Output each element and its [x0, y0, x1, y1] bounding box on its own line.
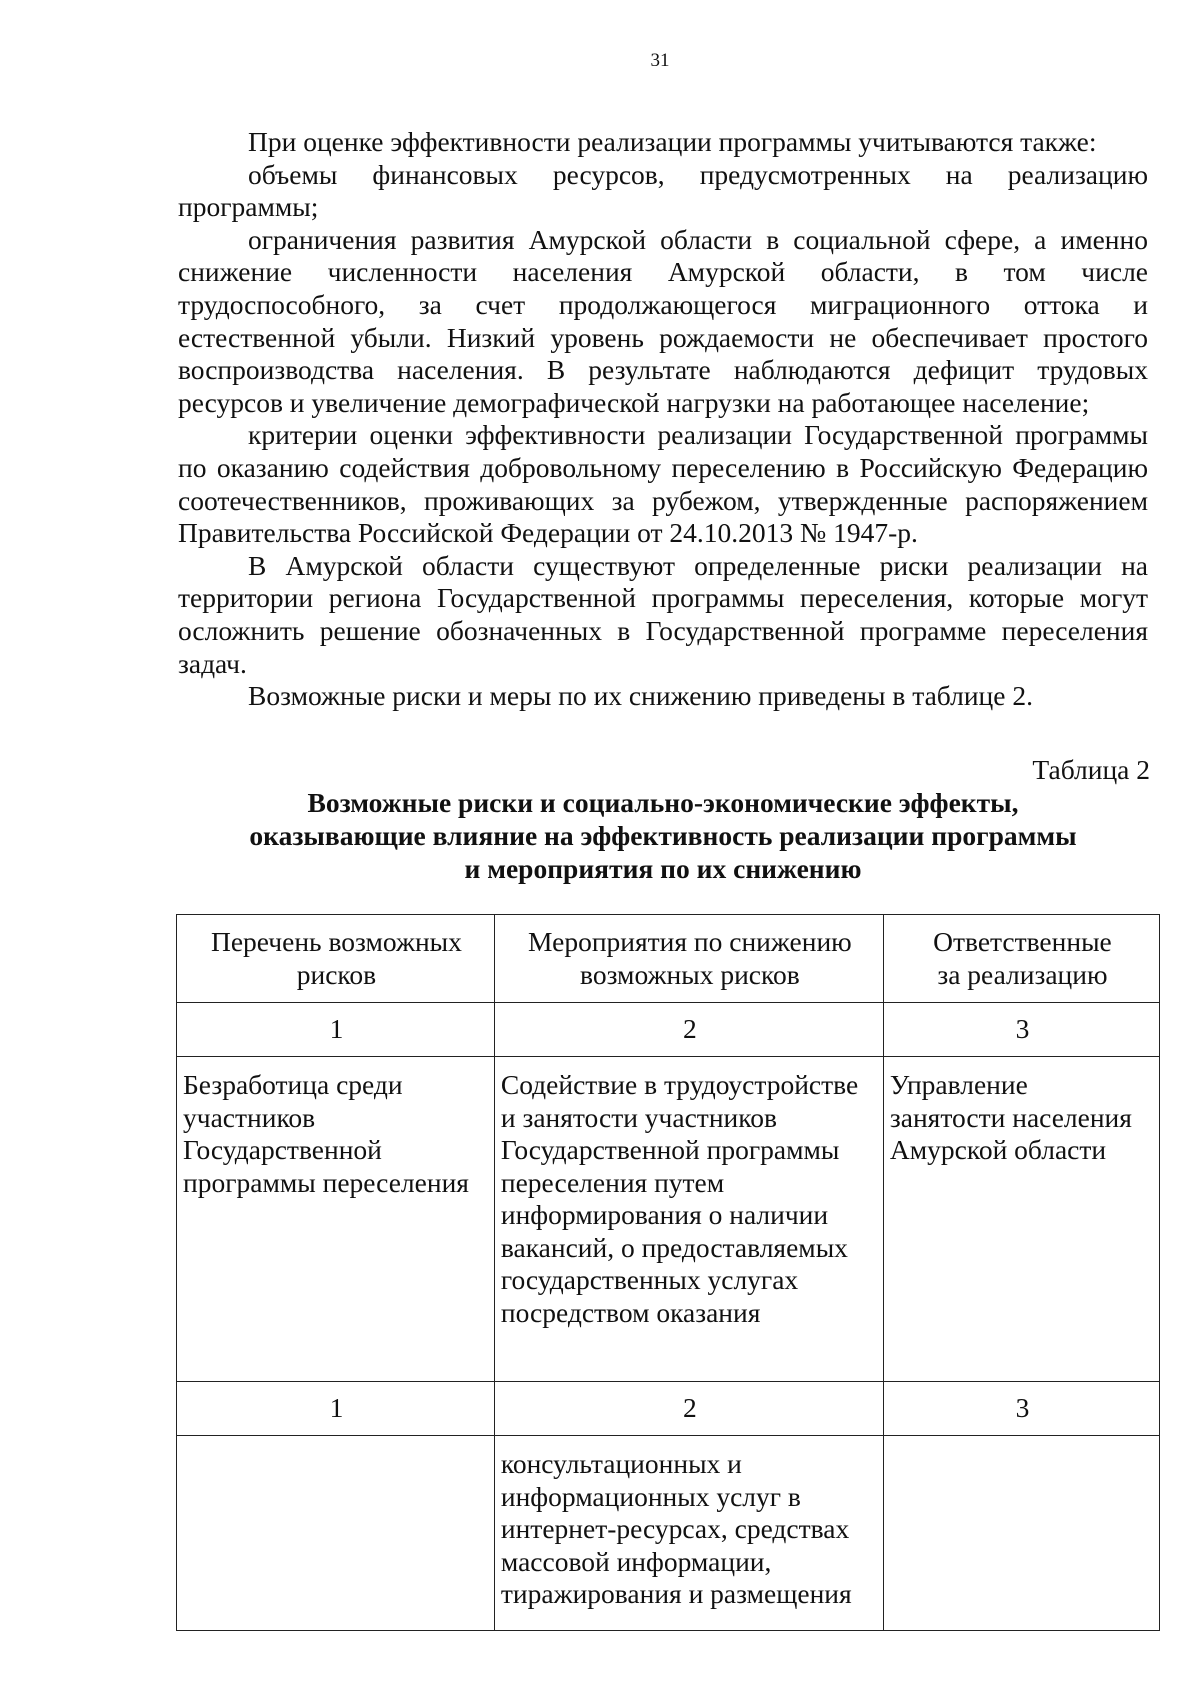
page-number: 31 — [650, 50, 670, 71]
table-cell: Содействие в трудоустройстве и занятости участников Государственной программы переселения путем информирования о наличии вакансий, о предоставляемых государственных услугах посредством оказания — [494, 1057, 883, 1382]
header-risks: Перечень возможных рисков — [177, 915, 495, 1003]
column-number: 3 — [883, 1003, 1159, 1057]
paragraph: Возможные риски и меры по их снижению приведены в таблице 2. — [248, 680, 1033, 712]
table-cell: консультационных и информационных услуг в интернет-ресурсах, средствах массовой информации, тиражирования и размещения — [494, 1436, 883, 1631]
column-number: 2 — [494, 1382, 883, 1436]
table-cell — [883, 1436, 1159, 1631]
paragraph: В Амурской области существуют определенные риски реализации на территории региона Государственной программы переселения, которые могут осложнить решение обозначенных в Государственной программе переселения задач. — [178, 549, 1148, 679]
table-title: Возможные риски и социально-экономические эффекты, оказывающие влияние на эффективность реализации программы и мероприятия по их снижению — [249, 787, 1077, 884]
table-row — [177, 1436, 1160, 1631]
column-number-row — [177, 1382, 1160, 1436]
table-label: Таблица 2 — [1032, 754, 1150, 785]
table-cell: Безработица среди участников Государственной программы переселения — [177, 1057, 495, 1382]
header-measures: Мероприятия по снижению возможных рисков — [494, 915, 883, 1003]
table-cell — [177, 1436, 495, 1631]
column-number: 1 — [177, 1382, 495, 1436]
paragraph: ограничения развития Амурской области в социальной сфере, а именно снижение численности населения Амурской области, в том числе трудоспособного, за счет продолжающегося миграционного оттока и естественной убыли. Низкий уровень рождаемости не обеспечивает простого воспроизводства населения. В результате наблюдаются дефицит трудовых ресурсов и увеличение демографической нагрузки на работающее население; — [178, 223, 1148, 418]
header-responsible: Ответственные за реализацию — [883, 915, 1159, 1003]
column-number: 2 — [494, 1003, 883, 1057]
table-cell: Управление занятости населения Амурской области — [883, 1057, 1159, 1382]
paragraph: При оценке эффективности реализации программы учитываются также: — [248, 126, 1097, 157]
table-row — [177, 1057, 1160, 1382]
column-number: 3 — [883, 1382, 1159, 1436]
risk-table — [176, 914, 1160, 1631]
paragraph: объемы финансовых ресурсов, предусмотренных на реализацию программы; — [178, 158, 1148, 223]
table-header-row — [177, 915, 1160, 1003]
body-text — [178, 126, 1148, 713]
paragraph: критерии оценки эффективности реализации Государственной программы по оказанию содействия добровольному переселению в Российскую Федерацию соотечественников, проживающих за рубежом, утвержденные распоряжением Правительства Российской Федерации от 24.10.2013 № 1947-р. — [178, 419, 1148, 549]
column-number: 1 — [177, 1003, 495, 1057]
column-number-row — [177, 1003, 1160, 1057]
